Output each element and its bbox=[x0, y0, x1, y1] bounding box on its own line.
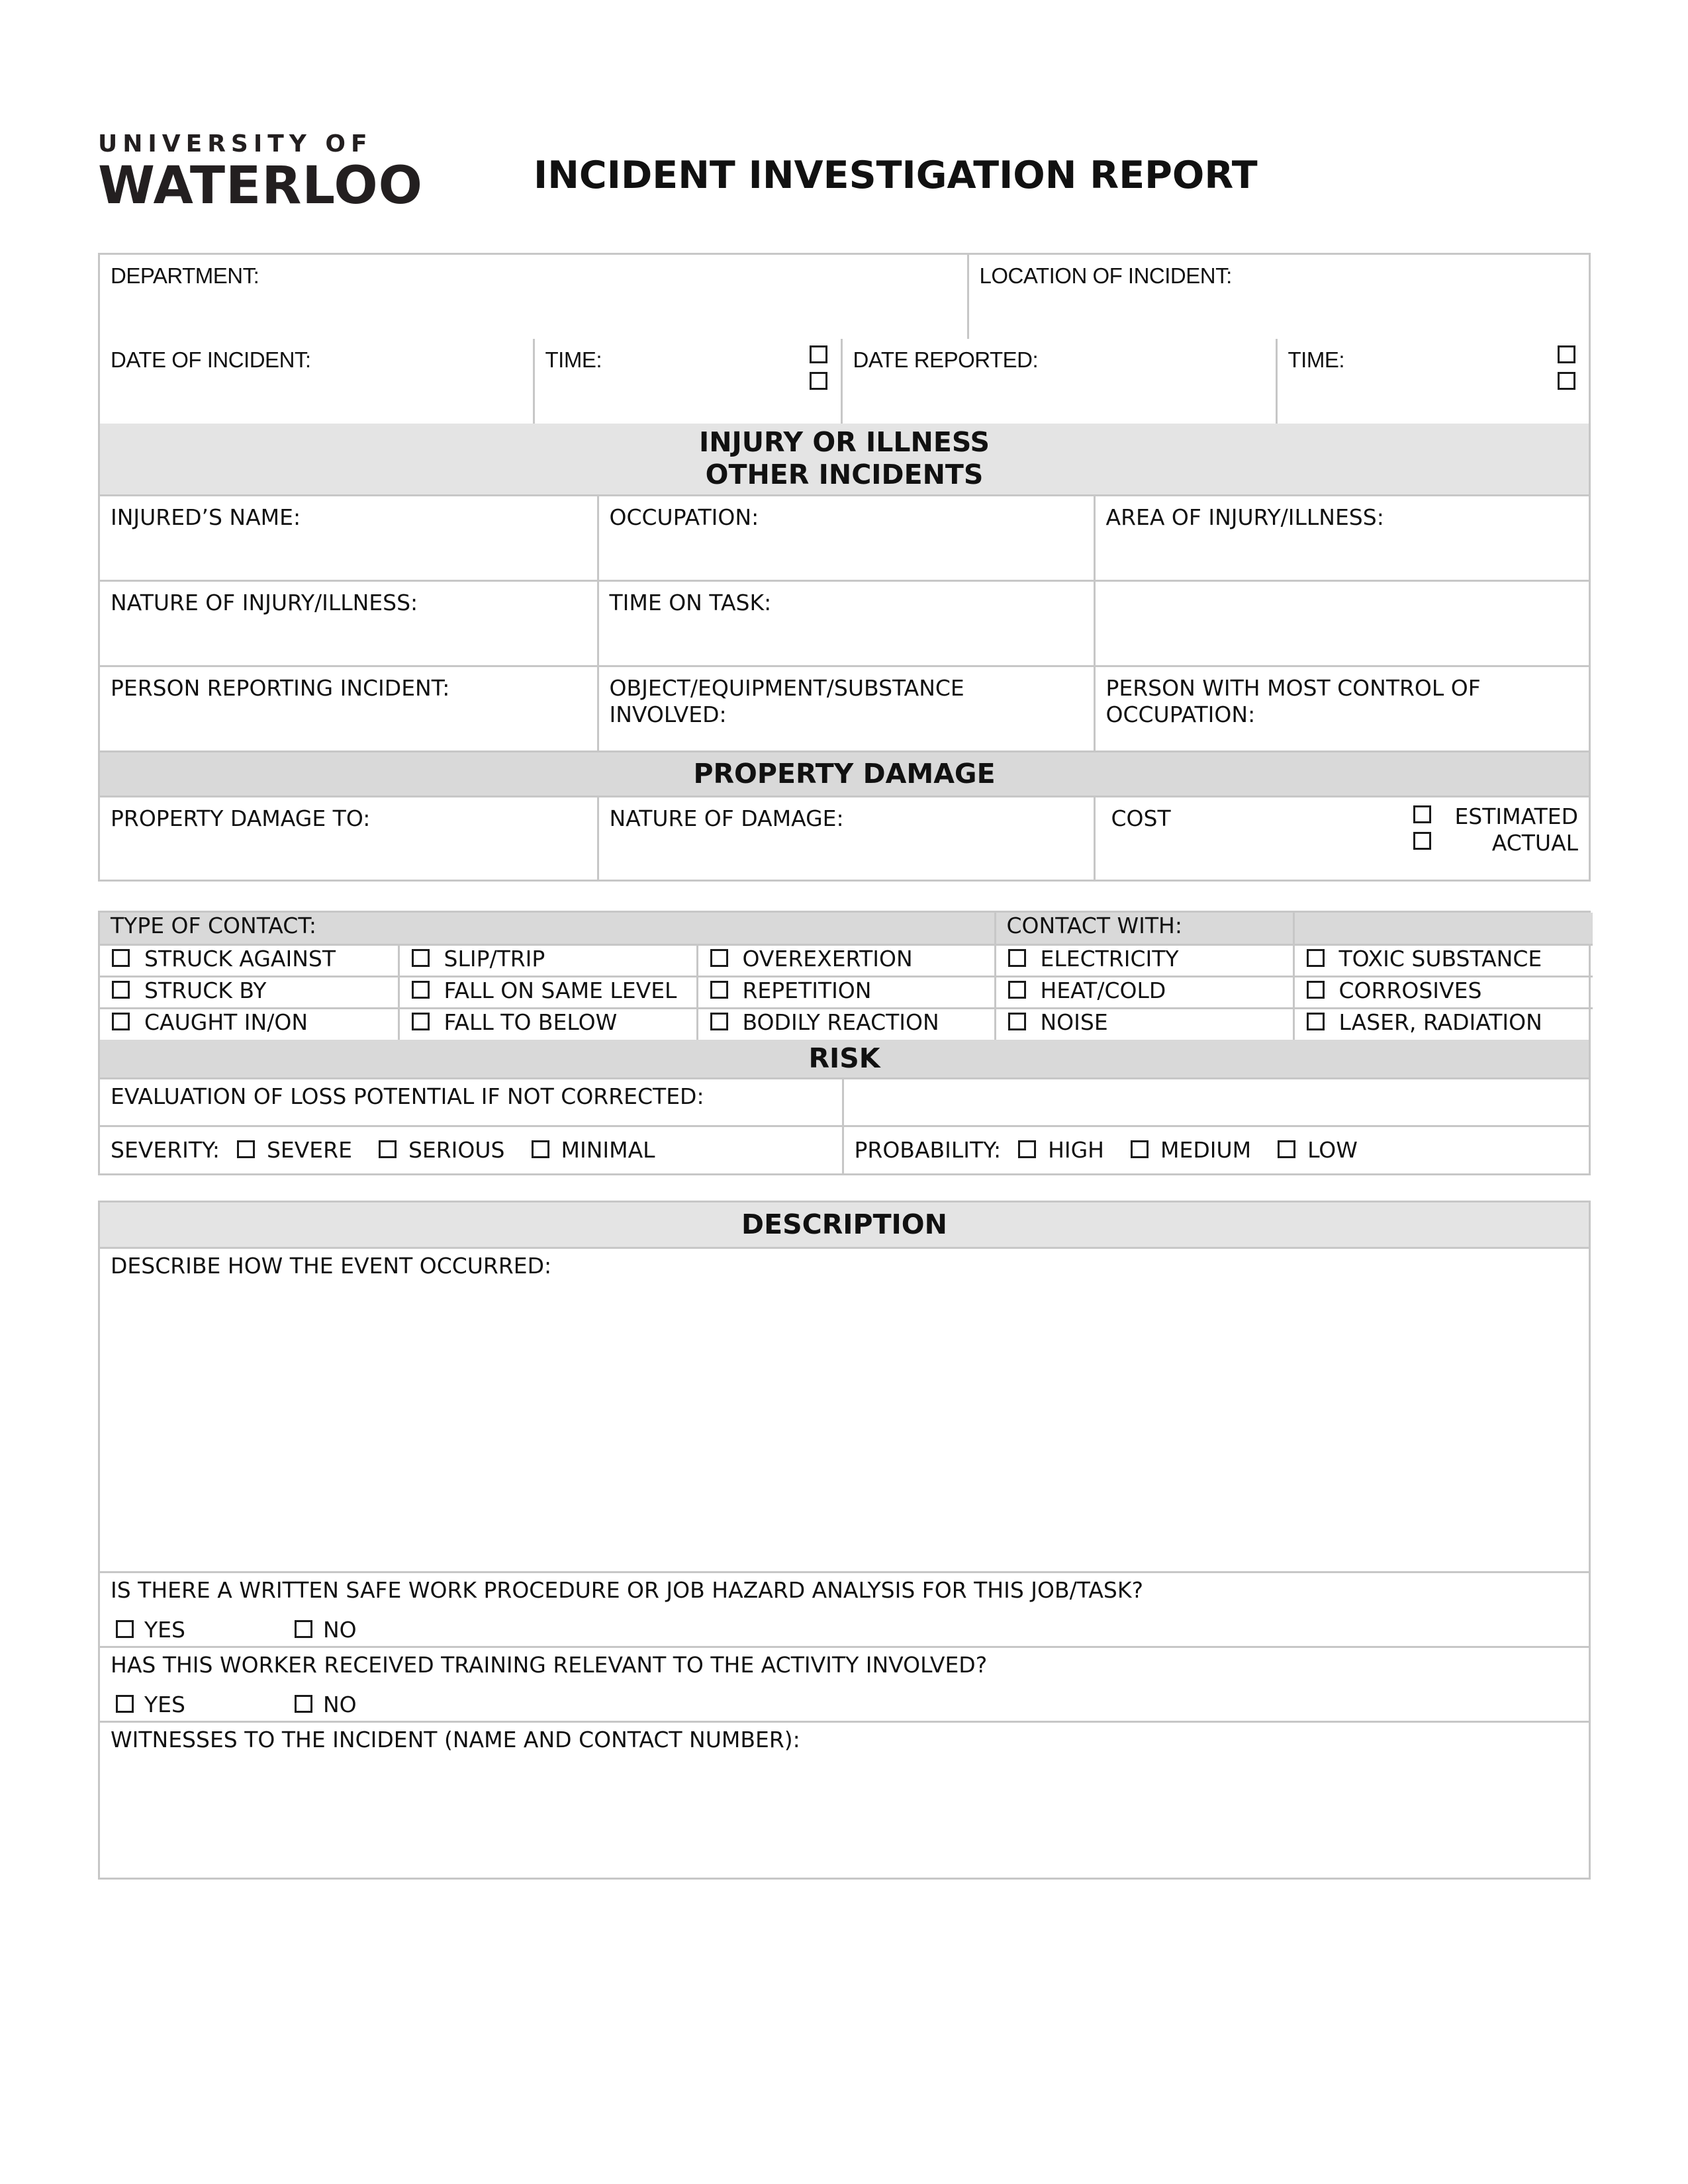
checkbox[interactable] bbox=[1008, 949, 1026, 967]
option-caught-in-on[interactable] bbox=[100, 1008, 399, 1040]
page-title: INCIDENT INVESTIGATION REPORT bbox=[534, 154, 1258, 197]
person-control-field[interactable] bbox=[1094, 666, 1589, 751]
checkbox[interactable] bbox=[1307, 949, 1325, 967]
occupation-label: OCCUPATION: bbox=[609, 504, 759, 530]
injured-name-field[interactable] bbox=[100, 495, 598, 580]
checkbox[interactable] bbox=[237, 1140, 255, 1158]
probability-low[interactable] bbox=[1278, 1137, 1358, 1163]
actual-label: ACTUAL bbox=[1491, 829, 1579, 856]
date-of-incident-label: DATE OF INCIDENT: bbox=[111, 347, 311, 372]
logo-line-1: UNIVERSITY OF bbox=[98, 130, 373, 158]
option-struck-against[interactable] bbox=[100, 944, 399, 976]
nature-of-injury-label: NATURE OF INJURY/ILLNESS: bbox=[111, 589, 418, 615]
injury-header-line-1: INJURY OR ILLNESS bbox=[698, 426, 990, 459]
option-label: SLIP/TRIP bbox=[444, 945, 545, 972]
evaluation-field[interactable] bbox=[100, 1078, 843, 1126]
probability-high[interactable] bbox=[1018, 1137, 1104, 1163]
option-label: YES bbox=[144, 1691, 185, 1717]
severity-serious[interactable] bbox=[379, 1137, 505, 1163]
witnesses-field[interactable] bbox=[100, 1721, 1589, 1878]
checkbox[interactable] bbox=[1278, 1140, 1295, 1158]
incident-time-label: TIME: bbox=[545, 347, 602, 372]
option-label: NO bbox=[323, 1616, 357, 1643]
contact-risk-section bbox=[98, 911, 1591, 1175]
option-fall-to-below[interactable] bbox=[399, 1008, 697, 1040]
time-on-task-field[interactable] bbox=[598, 580, 1094, 666]
person-reporting-label: PERSON REPORTING INCIDENT: bbox=[111, 674, 450, 701]
procedure-question-field bbox=[100, 1572, 1589, 1647]
option-label: HEAT/COLD bbox=[1040, 977, 1166, 1003]
injury-header-line-2: OTHER INCIDENTS bbox=[705, 459, 984, 491]
option-label: STRUCK AGAINST bbox=[144, 945, 336, 972]
department-field[interactable] bbox=[100, 255, 968, 339]
reported-time-field[interactable] bbox=[1276, 339, 1589, 424]
department-label: DEPARTMENT: bbox=[111, 263, 259, 288]
description-header: DESCRIPTION bbox=[100, 1203, 1589, 1248]
blank-field[interactable] bbox=[1094, 580, 1589, 666]
option-fall-same-level[interactable] bbox=[399, 976, 697, 1008]
option-label: HIGH bbox=[1048, 1136, 1104, 1163]
evaluation-label: EVALUATION OF LOSS POTENTIAL IF NOT CORRECTED: bbox=[111, 1083, 704, 1109]
option-toxic-substance[interactable] bbox=[1293, 944, 1593, 976]
time-on-task-label: TIME ON TASK: bbox=[609, 589, 772, 615]
actual-checkbox[interactable] bbox=[1413, 832, 1431, 850]
reported-time-label: TIME: bbox=[1288, 347, 1344, 372]
incident-time-field[interactable] bbox=[534, 339, 841, 424]
option-label: TOXIC SUBSTANCE bbox=[1338, 945, 1542, 972]
probability-label: PROBABILITY: bbox=[854, 1136, 1002, 1163]
evaluation-value-field[interactable] bbox=[843, 1078, 1589, 1126]
incident-info-section bbox=[98, 253, 1591, 882]
cost-label: COST bbox=[1111, 805, 1171, 831]
checkbox[interactable] bbox=[1131, 1140, 1149, 1158]
nature-of-injury-field[interactable] bbox=[100, 580, 598, 666]
describe-event-field[interactable] bbox=[100, 1248, 1589, 1572]
option-label: SEVERE bbox=[266, 1136, 352, 1163]
checkbox[interactable] bbox=[112, 1013, 130, 1030]
option-label: CORROSIVES bbox=[1338, 977, 1482, 1003]
checkbox[interactable] bbox=[379, 1140, 397, 1158]
training-yes[interactable] bbox=[116, 1692, 295, 1718]
contact-with-label: CONTACT WITH: bbox=[1006, 913, 1182, 938]
option-label: LASER, RADIATION bbox=[1338, 1009, 1542, 1035]
logo-line-2: WATERLOO bbox=[98, 156, 423, 216]
option-label: CAUGHT IN/ON bbox=[144, 1009, 308, 1035]
option-overexertion[interactable] bbox=[697, 944, 995, 976]
severity-minimal[interactable] bbox=[532, 1137, 655, 1163]
describe-event-label: DESCRIBE HOW THE EVENT OCCURRED: bbox=[111, 1252, 552, 1279]
contact-with-header bbox=[995, 913, 1293, 944]
object-involved-field[interactable] bbox=[598, 666, 1094, 751]
description-section bbox=[98, 1201, 1591, 1880]
checkbox[interactable] bbox=[116, 1620, 134, 1638]
option-label: MINIMAL bbox=[561, 1136, 655, 1163]
witnesses-label: WITNESSES TO THE INCIDENT (NAME AND CONTACT NUMBER): bbox=[111, 1726, 800, 1752]
checkbox[interactable] bbox=[1008, 1013, 1026, 1030]
area-of-injury-field[interactable] bbox=[1094, 495, 1589, 580]
contact-header-blank bbox=[1293, 913, 1593, 944]
checkbox[interactable] bbox=[710, 949, 728, 967]
checkbox[interactable] bbox=[710, 981, 728, 999]
occupation-field[interactable] bbox=[598, 495, 1094, 580]
option-label: LOW bbox=[1307, 1136, 1358, 1163]
cost-field[interactable] bbox=[1094, 796, 1589, 880]
option-label: ELECTRICITY bbox=[1040, 945, 1179, 972]
procedure-yes[interactable] bbox=[116, 1617, 295, 1643]
option-label: OVEREXERTION bbox=[742, 945, 913, 972]
injury-section-header bbox=[100, 424, 1589, 495]
checkbox[interactable] bbox=[1307, 1013, 1325, 1030]
option-electricity[interactable] bbox=[995, 944, 1293, 976]
injured-name-label: INJURED’S NAME: bbox=[111, 504, 301, 530]
option-heat-cold[interactable] bbox=[995, 976, 1293, 1008]
checkbox[interactable] bbox=[412, 981, 430, 999]
date-reported-field[interactable] bbox=[841, 339, 1276, 424]
checkbox[interactable] bbox=[1018, 1140, 1036, 1158]
reported-time-am-checkbox[interactable] bbox=[1558, 345, 1575, 363]
location-label: LOCATION OF INCIDENT: bbox=[979, 263, 1232, 288]
area-of-injury-label: AREA OF INJURY/ILLNESS: bbox=[1105, 504, 1384, 530]
procedure-question-label: IS THERE A WRITTEN SAFE WORK PROCEDURE OR JOB HAZARD ANALYSIS FOR THIS JOB/TASK? bbox=[111, 1576, 1144, 1603]
object-involved-label: OBJECT/EQUIPMENT/SUBSTANCE INVOLVED: bbox=[609, 674, 964, 727]
checkbox[interactable] bbox=[1008, 981, 1026, 999]
training-no[interactable] bbox=[295, 1692, 357, 1718]
property-damage-header: PROPERTY DAMAGE bbox=[100, 751, 1589, 796]
checkbox[interactable] bbox=[412, 1013, 430, 1030]
option-repetition[interactable] bbox=[697, 976, 995, 1008]
option-struck-by[interactable] bbox=[100, 976, 399, 1008]
incident-time-am-checkbox[interactable] bbox=[810, 345, 827, 363]
severity-field bbox=[100, 1126, 843, 1173]
option-slip-trip[interactable] bbox=[399, 944, 697, 976]
training-question-field bbox=[100, 1647, 1589, 1721]
checkbox[interactable] bbox=[116, 1695, 134, 1713]
date-of-incident-field[interactable] bbox=[100, 339, 534, 424]
person-reporting-field[interactable] bbox=[100, 666, 598, 751]
university-logo bbox=[98, 130, 423, 216]
probability-medium[interactable] bbox=[1131, 1137, 1251, 1163]
reported-time-pm-checkbox[interactable] bbox=[1558, 372, 1575, 390]
severity-severe[interactable] bbox=[237, 1137, 352, 1163]
option-label: NO bbox=[323, 1691, 357, 1717]
incident-time-pm-checkbox[interactable] bbox=[810, 372, 827, 390]
probability-field bbox=[843, 1126, 1589, 1173]
checkbox[interactable] bbox=[412, 949, 430, 967]
option-label: BODILY REACTION bbox=[742, 1009, 939, 1035]
checkbox[interactable] bbox=[112, 981, 130, 999]
checkbox[interactable] bbox=[295, 1695, 312, 1713]
date-reported-label: DATE REPORTED: bbox=[853, 347, 1039, 372]
estimated-label: ESTIMATED bbox=[1454, 803, 1579, 829]
checkbox[interactable] bbox=[1307, 981, 1325, 999]
option-noise[interactable] bbox=[995, 1008, 1293, 1040]
checkbox[interactable] bbox=[295, 1620, 312, 1638]
location-field[interactable] bbox=[968, 255, 1589, 339]
risk-header: RISK bbox=[100, 1040, 1589, 1078]
checkbox[interactable] bbox=[710, 1013, 728, 1030]
training-question-label: HAS THIS WORKER RECEIVED TRAINING RELEVANT TO THE ACTIVITY INVOLVED? bbox=[111, 1651, 988, 1678]
checkbox[interactable] bbox=[112, 949, 130, 967]
nature-of-damage-label: NATURE OF DAMAGE: bbox=[609, 805, 844, 831]
option-label: STRUCK BY bbox=[144, 977, 267, 1003]
type-of-contact-header bbox=[100, 913, 995, 944]
procedure-no[interactable] bbox=[295, 1617, 357, 1643]
person-control-label: PERSON WITH MOST CONTROL OF OCCUPATION: bbox=[1105, 674, 1481, 727]
option-label: REPETITION bbox=[742, 977, 872, 1003]
option-bodily-reaction[interactable] bbox=[697, 1008, 995, 1040]
option-laser-radiation[interactable] bbox=[1293, 1008, 1593, 1040]
property-damage-to-field[interactable] bbox=[100, 796, 598, 880]
checkbox[interactable] bbox=[532, 1140, 549, 1158]
option-corrosives[interactable] bbox=[1293, 976, 1593, 1008]
type-of-contact-label: TYPE OF CONTACT: bbox=[111, 913, 316, 938]
severity-label: SEVERITY: bbox=[111, 1136, 220, 1163]
nature-of-damage-field[interactable] bbox=[598, 796, 1094, 880]
option-label: NOISE bbox=[1040, 1009, 1108, 1035]
property-damage-to-label: PROPERTY DAMAGE TO: bbox=[111, 805, 371, 831]
option-label: MEDIUM bbox=[1160, 1136, 1252, 1163]
option-label: YES bbox=[144, 1616, 185, 1643]
option-label: SERIOUS bbox=[408, 1136, 505, 1163]
estimated-checkbox[interactable] bbox=[1413, 805, 1431, 823]
option-label: FALL TO BELOW bbox=[444, 1009, 618, 1035]
option-label: FALL ON SAME LEVEL bbox=[444, 977, 677, 1003]
